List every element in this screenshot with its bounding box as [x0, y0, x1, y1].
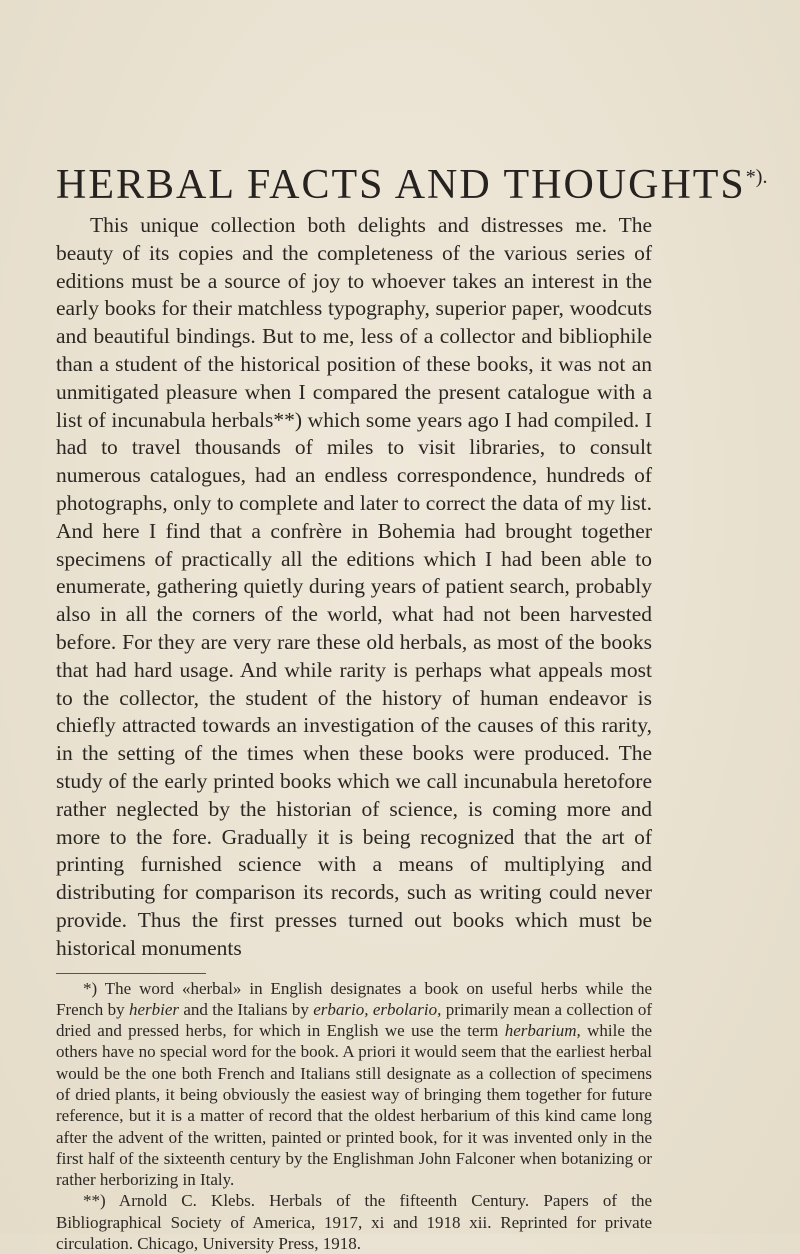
title-text: HERBAL FACTS AND THOUGHTS: [56, 162, 746, 208]
footnote-1-text-a: *) The word «herbal» in English designates a book on useful herbs while the French by: [56, 978, 652, 1019]
title-footnote-marker: *).: [745, 166, 768, 188]
page-content: [56, 150, 768, 1254]
footnote-1-italic-erbario: erbario, erbolario,: [313, 999, 442, 1019]
footnote-1-text-d: while the others have no special word for the book. A priori it would seem that the earliest herbal would be the one both French and Italians still designate as a collection of specimens of dried plants, it being obviously the easiest way of bringing them together for future reference, but it is a matter of record that the oldest herbarium of this kind came long after the advent of the written, painted or printed book, for it was invented only in the first half of the sixteenth century by the Englishman John Falconer when botanizing or rather herborizing in Italy.: [56, 1021, 652, 1190]
body-paragraph: This unique collection both delights and distresses me. The beauty of its copies and the completeness of the various series of editions must be a source of joy to whoever takes an interest in the early books for their matchless typography, superior paper, woodcuts and beautiful bindings. But to me, less of a collector and bibliophile than a student of the historical position of these books, it was not an unmitigated pleasure when I compared the present catalogue with a list of incunabula herbals**) which some years ago I had compiled. I had to travel thousands of miles to visit libraries, to consult numerous catalogues, had an endless correspondence, hundreds of photographs, only to complete and later to correct the data of my list. And here I find that a confrère in Bohemia had brought together specimens of practically all the editions which I had been able to enumerate, gathering quietly during years of patient search, probably also in all the corners of the world, what had not been harvested before. For they are very rare these old herbals, as most of the books that had hard usage. And while rarity is perhaps what appeals most to the collector, the student of the history of human endeavor is chiefly attracted towards an investigation of the causes of this rarity, in the setting of the times when these books were produced. The study of the early printed books which we call incunabula heretofore rather neglected by the historian of science, is coming more and more to the fore. Gradually it is being recognized that the art of printing furnished science with a means of multiplying and distributing for comparison its records, such as writing could never provide. Thus the first presses turned out books which must be historical monuments: [56, 213, 652, 960]
footnote-1: [56, 978, 652, 1191]
footnote-1-italic-herbarium: herbarium,: [504, 1021, 581, 1041]
footnote-divider: [56, 973, 206, 974]
footnote-1-text-b: and the Italians by: [179, 999, 314, 1019]
footnote-1-text-c: primarily mean a collection of dried and pressed herbs, for which in English we use the term: [56, 999, 652, 1041]
footnote-2: **) Arnold C. Klebs. Herbals of the fifteenth Century. Papers of the Bibliographical Society of America, 1917, xi and 1918 xii. Reprinted for private circulation. Chicago, University Press, 1918.: [56, 1191, 652, 1254]
page-title: [56, 150, 768, 212]
footnote-1-italic-herbier: herbier: [128, 999, 179, 1019]
footnotes: [56, 978, 652, 1254]
